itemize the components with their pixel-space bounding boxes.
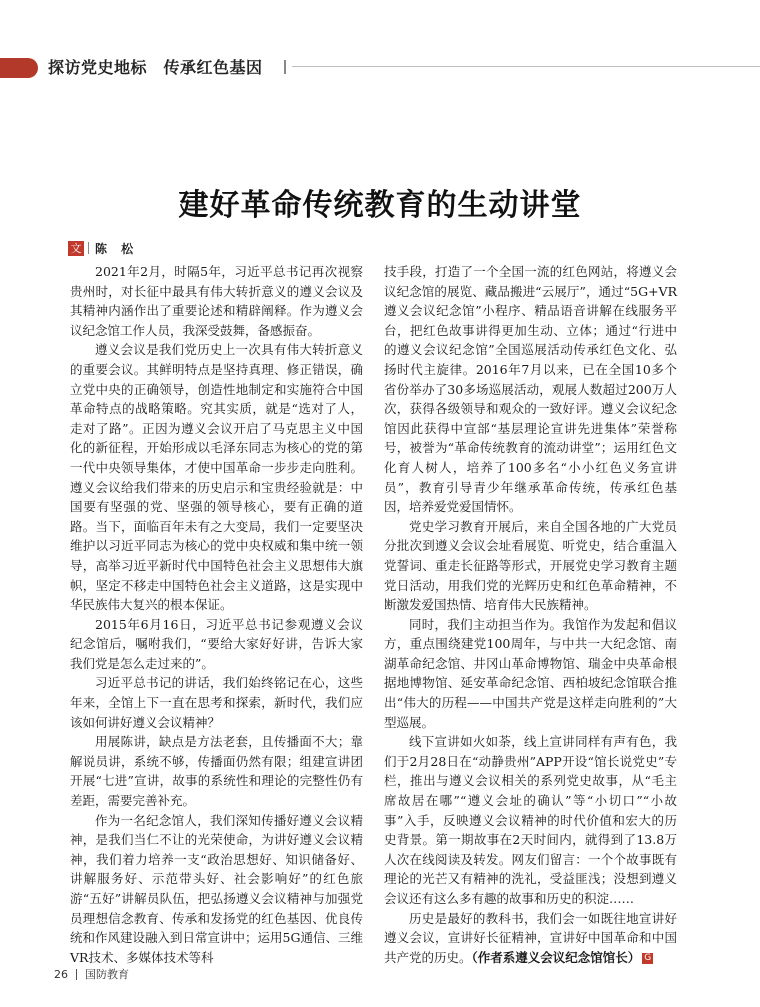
page-footer [54, 966, 129, 982]
article-column-left [70, 262, 363, 967]
footer-divider [76, 969, 77, 980]
author-name: 陈 松 [95, 241, 139, 256]
byline-tag: 文 [68, 241, 84, 256]
page-number: 26 [54, 967, 68, 981]
byline-divider [88, 242, 89, 254]
body-paragraph: 党史学习教育开展后，来自全国各地的广大党员分批次到遵义会议会址看展览、听党史，结合重温入党誓词、重走长征路等形式，开展党史学习教育主题党日活动，用我们党的光辉历史和红色革命精神，不断激发爱国热情、培育伟大民族精神。 [384, 518, 677, 613]
body-paragraph: 2015年6月16日，习近平总书记参观遵义会议纪念馆后，嘱咐我们，“要给大家好好讲，告诉大家我们党是怎么走过来的”。 [70, 616, 363, 671]
body-paragraph: 习近平总书记的讲话，我们始终铭记在心，这些年来，全馆上下一直在思考和探索，新时代，我们应该如何讲好遵义会议精神？ [70, 675, 363, 730]
section-header-bar [0, 58, 38, 78]
body-paragraph: 同时，我们主动担当作为。我馆作为发起和倡议方，重点围绕建党100周年，与中共一大纪念馆、南湖革命纪念馆、井冈山革命博物馆、瑞金中央革命根据地博物馆、延安革命纪念馆、西柏坡纪念馆联合推出“伟大的历程——中国共产党是这样走向胜利的”大型巡展。 [384, 616, 677, 730]
body-paragraph: 技手段，打造了一个全国一流的红色网站，将遵义会议纪念馆的展览、藏品搬进“云展厅”，通过“5G+VR遵义会议纪念馆”小程序、精品语音讲解在线服务平台，把红色故事讲得更加生动、立体；通过“行进中的遵义会议纪念馆”全国巡展活动传承红色文化、弘扬时代主旋律。2016年7月以来，已在全国10多个省份举办了30多场巡展活动，观展人数超过200万人次，获得各级领导和观众的一致好评。遵义会议纪念馆因此获得中宣部“基层理论宣讲先进集体”荣誉称号，被誉为“革命传统教育的流动讲堂”；运用红色文化育人树人，培养了100多名“小小红色义务宣讲员”，教育引导青少年继承革命传统，传承红色基因，培养爱党爱国情怀。 [384, 264, 677, 515]
section-header-title: 探访党史地标 传承红色基因 [48, 58, 263, 77]
body-paragraph: 线下宣讲如火如荼，线上宣讲同样有声有色，我们于2月28日在“动静贵州”APP开设“馆长说党史”专栏，推出与遵义会议相关的系列党史故事，从“毛主席故居在哪”“遵义会址的确认”等“小切口”“小故事”入手，反映遵义会议精神的时代价值和宏大的历史背景。第一期故事在2天时间内，就得到了13.8万人次在线阅读及转发。网友们留言：一个个故事既有理论的光芒又有精神的洗礼，受益匪浅；没想到遵义会议还有这么多有趣的故事和历史的积淀…… [384, 734, 677, 906]
article-column-right [384, 262, 677, 967]
article-title: 建好革命传统教育的生动讲堂 [178, 188, 582, 224]
author-note: （作者系遵义会议纪念馆馆长） [471, 949, 641, 965]
body-paragraph: 用展陈讲，缺点是方法老套，且传播面不大；靠解说员讲，系统不够，传播面仍然有限；组建宣讲团开展“七进”宣讲，故事的系统性和理论的完整性仍有差距，需要完善补充。 [70, 734, 363, 809]
section-header-rule [292, 66, 760, 67]
body-paragraph: 遵义会议是我们党历史上一次具有伟大转折意义的重要会议。其鲜明特点是坚持真理、修正错误，确立党中央的正确领导，创造性地制定和实施符合中国革命特点的战略策略。究其实质，就是“选对了人，走对了路”。正因为遵义会议开启了马克思主义中国化的新征程，开始形成以毛泽东同志为核心的党的第一代中央领导集体，才使中国革命一步步走向胜利。遵义会议给我们带来的历史启示和宝贵经验就是：中国要有坚强的党、坚强的领导核心，要有正确的道路。当下，面临百年未有之大变局，我们一定要坚决维护以习近平同志为核心的党中央权威和集中统一领导，高举习近平新时代中国特色社会主义思想伟大旗帜，坚定不移走中国特色社会主义道路，这是实现中华民族伟大复兴的根本保证。 [70, 342, 363, 613]
byline [68, 240, 138, 256]
body-paragraph: 2021年2月，时隔5年，习近平总书记再次视察贵州时，对长征中最具有伟大转折意义的遵义会议及其精神内涵作出了重要论述和精辟阐释。作为遵义会议纪念馆工作人员，我深受鼓舞，备感振奋。 [70, 264, 363, 338]
body-paragraph: 作为一名纪念馆人，我们深知传播好遵义会议精神，是我们当仁不让的光荣使命，为讲好遵义会议精神，我们着力培养一支“政治思想好、知识储备好、讲解服务好、示范带头好、社会影响好”的红色旅游“五好”讲解员队伍，把弘扬遵义会议精神与加强党员理想信念教育、传承和发扬党的红色基因、优良传统和作风建设融入到日常宣讲中；运用5G通信、三维VR技术、多媒体技术等科 [70, 812, 363, 965]
publication-name: 国防教育 [85, 968, 129, 981]
section-header-divider [284, 60, 286, 74]
closing-text: 历史是最好的教科书，我们会一如既往地宣讲好遵义会议，宣讲好长征精神，宣讲好中国革命和中国共产党的历史。 [384, 910, 677, 965]
closing-paragraph [384, 909, 677, 968]
end-mark-icon: G [642, 953, 653, 964]
